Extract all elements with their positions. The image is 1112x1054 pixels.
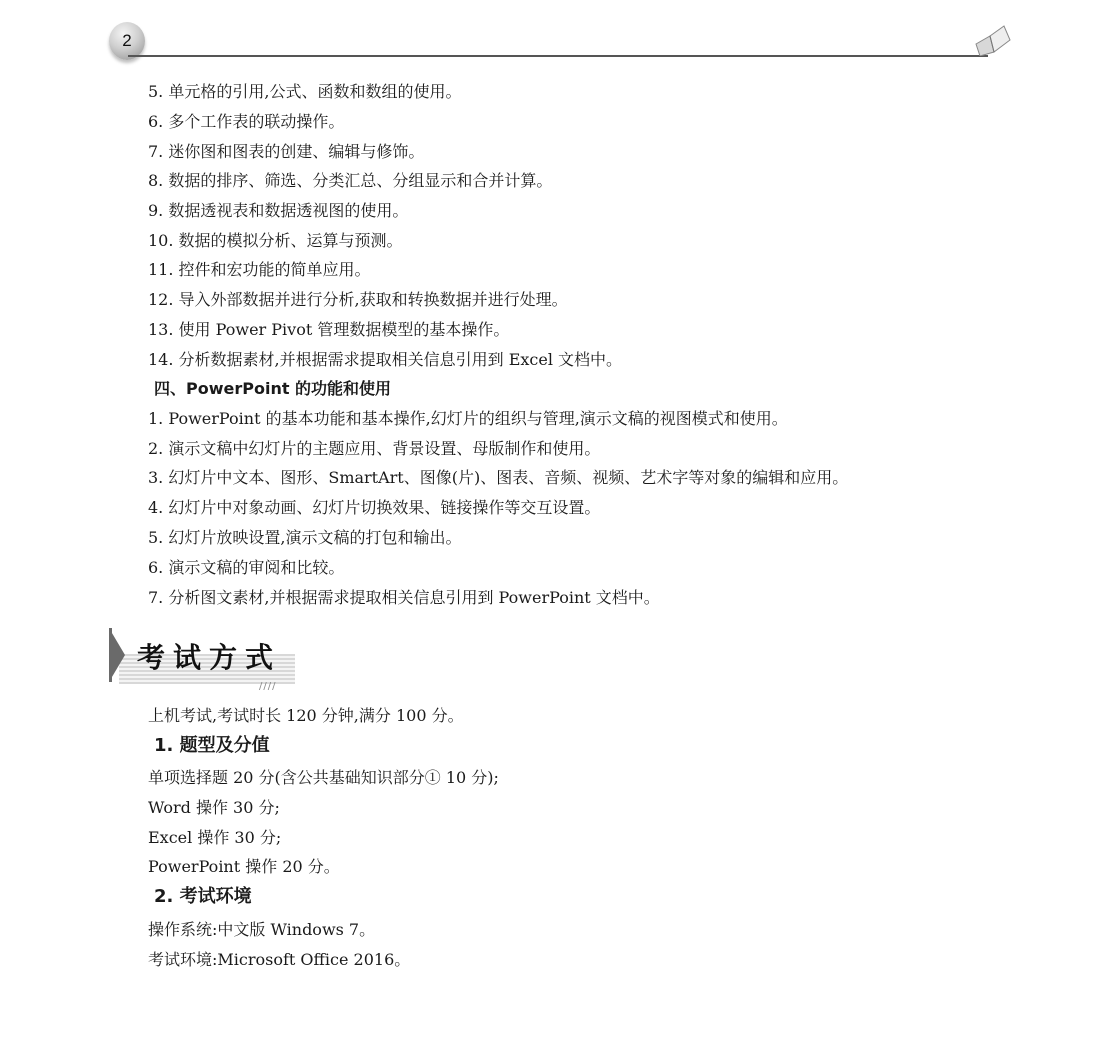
powerpoint-item: 2. 演示文稿中幻灯片的主题应用、背景设置、母版制作和使用。 (148, 439, 601, 458)
environment-item: 操作系统:中文版 Windows 7。 (148, 920, 376, 939)
excel-item: 13. 使用 Power Pivot 管理数据模型的基本操作。 (148, 320, 510, 339)
excel-item: 8. 数据的排序、筛选、分类汇总、分组显示和合并计算。 (148, 171, 553, 190)
header-rule (128, 55, 988, 57)
question-type-item: 单项选择题 20 分(含公共基础知识部分① 10 分); (148, 768, 499, 787)
page-number: 2 (122, 31, 132, 50)
question-type-item: Excel 操作 30 分; (148, 828, 282, 847)
environment-heading: 2. 考试环境 (154, 886, 252, 907)
exam-intro: 上机考试,考试时长 120 分钟,满分 100 分。 (148, 706, 464, 725)
powerpoint-section-heading: 四、PowerPoint 的功能和使用 (154, 379, 392, 398)
question-types-heading: 1. 题型及分值 (154, 735, 270, 756)
question-type-item: PowerPoint 操作 20 分。 (148, 857, 340, 876)
open-book-icon (972, 22, 1012, 56)
powerpoint-item: 4. 幻灯片中对象动画、幻灯片切换效果、链接操作等交互设置。 (148, 498, 601, 517)
powerpoint-item: 3. 幻灯片中文本、图形、SmartArt、图像(片)、图表、音频、视频、艺术字等对象的编辑和应用。 (148, 468, 849, 487)
excel-item: 9. 数据透视表和数据透视图的使用。 (148, 201, 409, 220)
excel-item: 5. 单元格的引用,公式、函数和数组的使用。 (148, 82, 462, 101)
excel-item: 12. 导入外部数据并进行分析,获取和转换数据并进行处理。 (148, 290, 568, 309)
excel-item: 14. 分析数据素材,并根据需求提取相关信息引用到 Excel 文档中。 (148, 350, 623, 369)
powerpoint-item: 1. PowerPoint 的基本功能和基本操作,幻灯片的组织与管理,演示文稿的视图模式和使用。 (148, 409, 788, 428)
exam-section-title: 考试方式 (137, 641, 282, 674)
excel-item: 11. 控件和宏功能的简单应用。 (148, 260, 371, 279)
powerpoint-item: 5. 幻灯片放映设置,演示文稿的打包和输出。 (148, 528, 462, 547)
exam-section-banner (109, 628, 299, 692)
question-type-item: Word 操作 30 分; (148, 798, 280, 817)
banner-ticks: //// (259, 681, 277, 692)
excel-item: 7. 迷你图和图表的创建、编辑与修饰。 (148, 142, 425, 161)
excel-item: 6. 多个工作表的联动操作。 (148, 112, 345, 131)
environment-item: 考试环境:Microsoft Office 2016。 (148, 950, 411, 969)
powerpoint-item: 6. 演示文稿的审阅和比较。 (148, 558, 345, 577)
banner-arrow-icon (109, 628, 125, 682)
excel-item: 10. 数据的模拟分析、运算与预测。 (148, 231, 403, 250)
powerpoint-item: 7. 分析图文素材,并根据需求提取相关信息引用到 PowerPoint 文档中。 (148, 588, 660, 607)
